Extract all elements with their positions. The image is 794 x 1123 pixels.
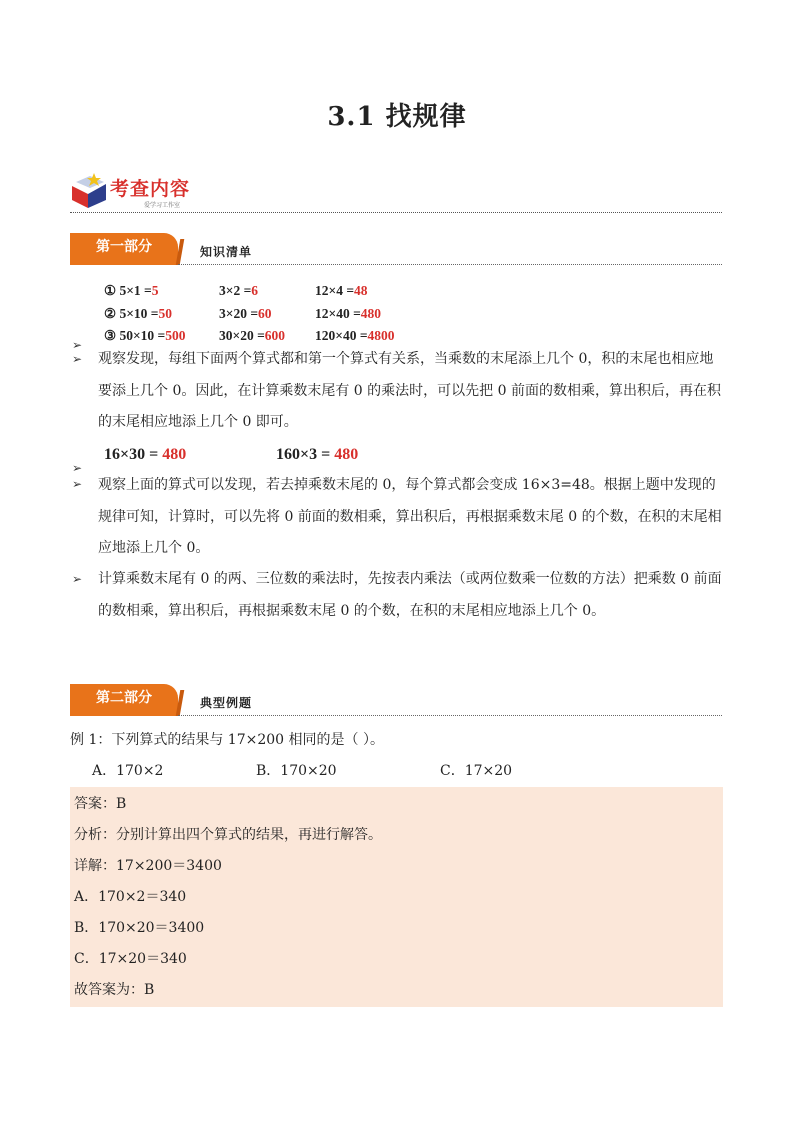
answer-box: [70, 787, 723, 1007]
option-b: B．170×20: [256, 763, 337, 779]
option-c: C．17×20: [440, 763, 513, 779]
equation: 3×20 =60: [219, 306, 272, 321]
section-underline: [178, 264, 722, 265]
arrow-bullet: ➢: [72, 461, 83, 475]
page-title: 3.1 找规律: [327, 102, 467, 132]
section-label: 知识清单: [200, 245, 253, 259]
equation-row-1: ① 5×1 =5: [104, 283, 159, 298]
section-tab: 第一部分: [70, 233, 178, 265]
paragraph-1: 观察发现，每组下面两个算式都和第一个算式有关系，当乘数的末尾添上几个 0，积的末尾也相应地要添上几个 0。因此，在计算乘数末尾有 0 的乘法时，可以先把 0 前面的数相乘，算出积后，再在积的末尾相应地添上几个 0 即可。: [98, 351, 721, 430]
section-header-knowledge: [70, 233, 722, 267]
section-label: 典型例题: [200, 696, 253, 710]
logo-subtext: 爱学习工作室: [144, 202, 181, 209]
equation: 30×20 =600: [219, 328, 286, 343]
answer-line: 故答案为：B: [74, 982, 155, 998]
section-tab: 第二部分: [70, 684, 178, 716]
arrow-bullet: ➢: [72, 477, 83, 491]
equation: 160×3 = 480: [276, 446, 359, 463]
equation: 12×40 =480: [315, 306, 382, 321]
section-header-examples: [70, 684, 722, 718]
answer-line: C．17×20＝340: [74, 951, 187, 967]
arrow-bullet: ➢: [72, 338, 83, 352]
arrow-bullet: ➢: [72, 572, 83, 586]
answer-line: A．170×2＝340: [74, 889, 187, 905]
equation-row-3: ③ 50×10 =500: [104, 328, 186, 343]
logo: [70, 172, 210, 212]
equation: 3×2 =6: [219, 283, 259, 298]
divider: [70, 212, 722, 213]
arrow-bullet: ➢: [72, 352, 83, 366]
paragraph-3: 计算乘数末尾有 0 的两、三位数的乘法时，先按表内乘法（或两位数乘一位数的方法）把乘数 0 前面的数相乘，算出积后，再根据乘数末尾 0 的个数，在积的末尾相应地添上几个 0。: [98, 571, 722, 619]
section-underline: [178, 715, 722, 716]
answer-line: 答案：B: [74, 796, 127, 812]
option-a: A．170×2: [92, 763, 164, 779]
answer-line: 分析：分别计算出四个算式的结果，再进行解答。: [74, 827, 382, 843]
answer-line: 详解：17×200＝3400: [74, 858, 222, 874]
book-star-icon: [70, 172, 108, 210]
paragraph-2: 观察上面的算式可以发现，若去掉乘数末尾的 0，每个算式都会变成 16×3=48。根据上题中发现的规律可知，计算时，可以先将 0 前面的数相乘，算出积后，再根据乘数末尾 0 的个数，在积的末尾相应地添上几个 0。: [98, 477, 722, 556]
equation-pair: 16×30 = 480: [104, 446, 187, 463]
answer-line: B．170×20＝3400: [74, 920, 205, 936]
equation: 12×4 =48: [315, 283, 368, 298]
equation: 120×40 =4800: [315, 328, 395, 343]
example-question: 例 1：下列算式的结果与 17×200 相同的是（ ）。: [70, 732, 384, 748]
logo-text: 考查内容: [110, 178, 191, 200]
equation-row-2: ② 5×10 =50: [104, 306, 172, 321]
